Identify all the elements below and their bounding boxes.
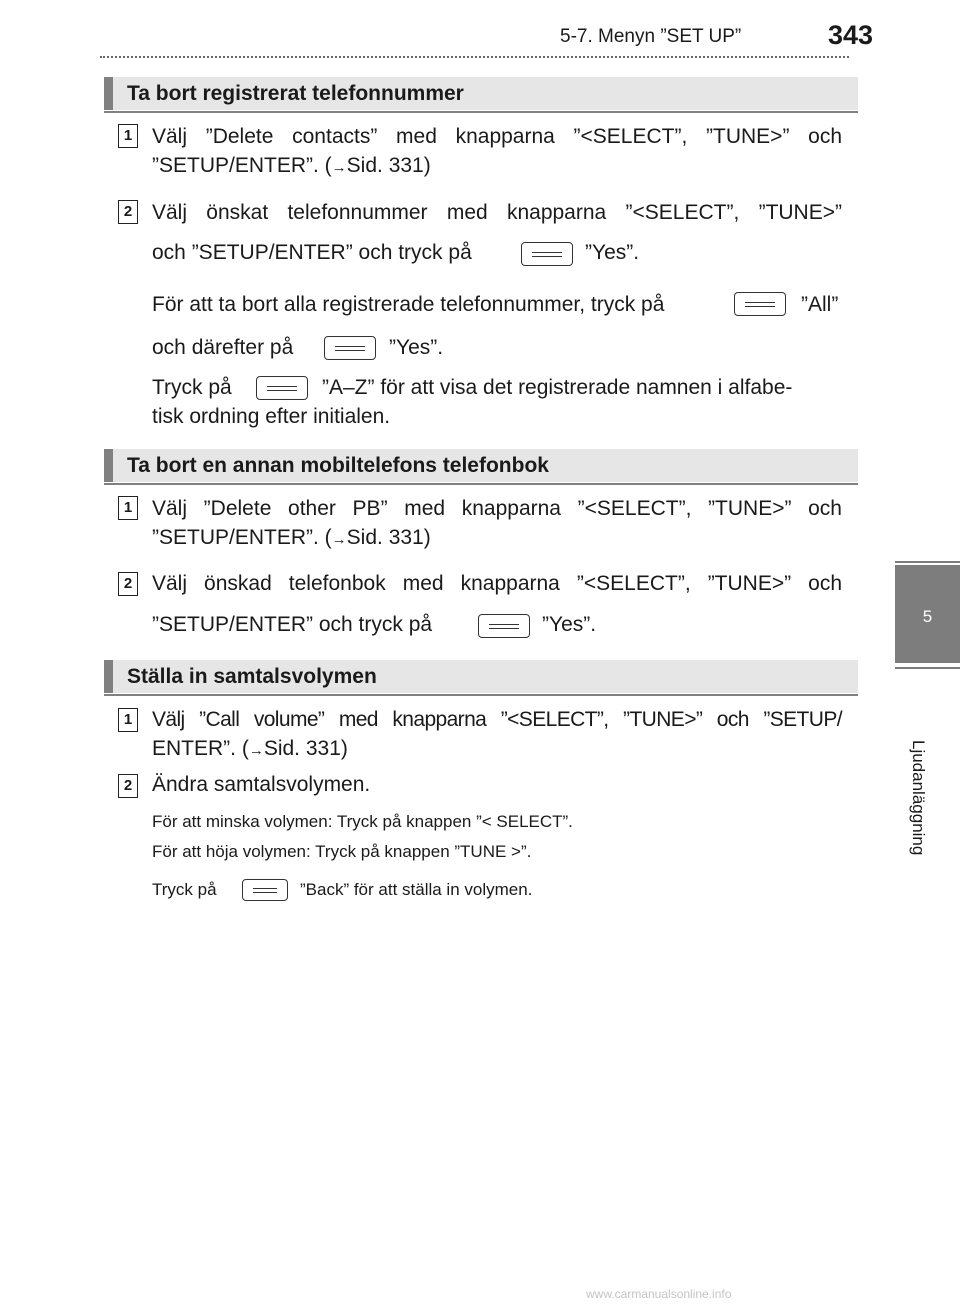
section-title: Ta bort registrerat telefonnummer [127,82,464,105]
step-text: Tryck på [152,376,232,399]
running-header-section: 5-7. Menyn ”SET UP” [560,26,742,47]
arrow-right-icon: → [331,159,347,176]
section-underline [104,483,858,485]
watermark: www.carmanualsonline.info [586,1287,732,1301]
step-number: 1 [118,708,138,732]
step-number: 2 [118,774,138,798]
chapter-tab-rule-bottom [895,667,960,669]
chapter-tab [895,565,960,663]
step-number: 2 [118,572,138,596]
step-text: ”SETUP/ENTER” och tryck på [152,613,433,636]
step-text: ”All” [801,293,839,316]
text-segment: ”SETUP/ENTER”. ( [152,526,332,549]
step-text: ”Yes”. [389,336,444,359]
step-text [152,523,431,554]
note-text: För att minska volymen: Tryck på knappen ”< SELECT”. [152,812,573,831]
section-underline [104,694,858,696]
step-number: 2 [118,200,138,224]
step-text: Välj ”Delete contacts” med knapparna ”<SELECT”, ”TUNE>” och [152,125,842,148]
page-number: 343 [828,20,874,50]
text-segment: ENTER”. ( [152,737,249,760]
page-reference-link[interactable]: Sid. 331) [263,737,348,760]
step-text: och därefter på [152,336,294,359]
chapter-tab-rule-top [895,561,960,563]
button-icon [242,879,288,901]
step-text: Välj önskad telefonbok med knapparna ”<SELECT”, ”TUNE>” och [152,572,842,595]
button-icon [324,336,376,360]
step-text [152,151,431,182]
note-text: ”Back” för att ställa in volymen. [300,880,533,899]
button-icon [256,376,308,400]
header-divider [100,56,849,58]
step-text: ”Yes”. [585,241,640,264]
section-header-delete-number [104,77,858,110]
step-number: 1 [118,124,138,148]
step-text: och ”SETUP/ENTER” och tryck på [152,241,472,264]
page-reference-link[interactable]: Sid. 331) [346,526,431,549]
note-text: För att höja volymen: Tryck på knappen ”TUNE >”. [152,842,532,861]
section-underline [104,111,858,113]
button-icon [521,242,573,266]
section-header-delete-phonebook [104,449,858,482]
step-text: För att ta bort alla registrerade telefonnummer, tryck på [152,293,665,316]
button-icon [734,292,786,316]
step-number: 1 [118,496,138,520]
step-text [152,734,348,765]
section-title: Ställa in samtalsvolymen [127,665,377,688]
section-title: Ta bort en annan mobiltelefons telefonbok [127,454,549,477]
step-text: Ändra samtalsvolymen. [152,773,371,796]
page-reference-link[interactable]: Sid. 331) [346,154,431,177]
button-icon [478,614,530,638]
arrow-right-icon: → [331,531,347,548]
step-text: tisk ordning efter initialen. [152,405,391,428]
chapter-number: 5 [922,607,933,626]
arrow-right-icon: → [248,742,264,759]
step-text: Välj önskat telefonnummer med knapparna ”<SELECT”, ”TUNE>” [152,201,842,224]
step-text: Välj ”Delete other PB” med knapparna ”<SELECT”, ”TUNE>” och [152,497,842,520]
step-text: ”Yes”. [542,613,597,636]
chapter-title: Ljudanläggning [909,740,928,856]
note-text: Tryck på [152,880,217,899]
section-header-call-volume [104,660,858,693]
text-segment: ”SETUP/ENTER”. ( [152,154,332,177]
step-text: Välj ”Call volume” med knapparna ”<SELECT”, ”TUNE>” och ”SETUP/ [152,708,842,731]
step-text: ”A–Z” för att visa det registrerade namnen i alfabe- [322,376,793,399]
